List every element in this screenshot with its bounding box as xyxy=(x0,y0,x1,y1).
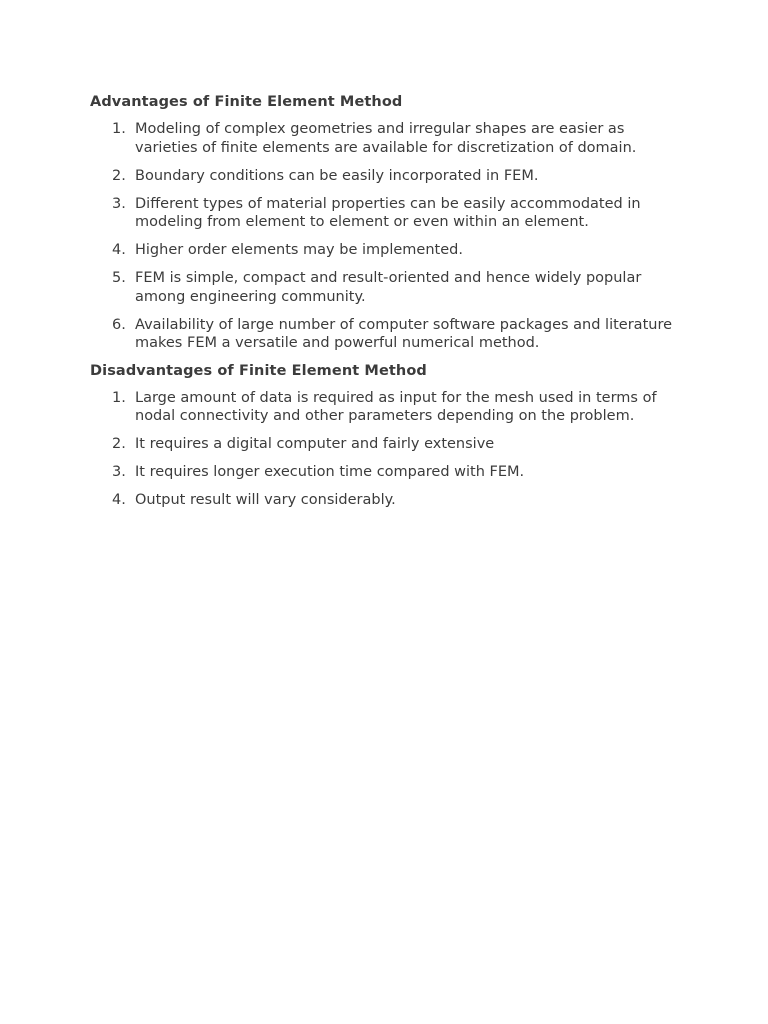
advantages-list xyxy=(90,120,690,353)
list-item xyxy=(90,167,690,186)
disadvantages-heading: Disadvantages of Finite Element Method xyxy=(90,362,427,379)
item-text: It requires longer execution time compared with FEM. xyxy=(135,464,525,480)
item-number: 4. xyxy=(112,492,126,508)
item-number: 4. xyxy=(112,242,126,258)
list-item xyxy=(90,463,690,482)
list-item xyxy=(90,241,690,260)
list-item xyxy=(90,316,690,353)
item-text: Modeling of complex geometries and irregular shapes are easier as varieties of finite elements are available for discretization of domain. xyxy=(135,121,637,156)
item-number: 5. xyxy=(112,270,126,286)
item-text: FEM is simple, compact and result-oriented and hence widely popular among engineering community. xyxy=(135,270,642,305)
list-item xyxy=(90,389,690,426)
advantages-heading: Advantages of Finite Element Method xyxy=(90,94,403,110)
item-number: 3. xyxy=(112,464,126,480)
list-item xyxy=(90,435,690,454)
item-text: It requires a digital computer and fairly extensive xyxy=(135,436,495,452)
item-number: 3. xyxy=(112,195,126,212)
item-text: Boundary conditions can be easily incorporated in FEM. xyxy=(135,167,539,184)
list-item xyxy=(90,491,690,510)
item-text: Availability of large number of computer software packages and literature makes FEM a versatile and powerful numerical method. xyxy=(135,316,673,351)
list-item xyxy=(90,120,690,157)
item-number: 1. xyxy=(112,389,126,406)
item-number: 2. xyxy=(112,167,126,184)
item-text: Different types of material properties can be easily accommodated in modeling from element to element or even within an element. xyxy=(135,195,641,230)
item-text: Higher order elements may be implemented. xyxy=(135,242,463,258)
disadvantages-list xyxy=(90,389,690,510)
item-text: Large amount of data is required as input for the mesh used in terms of nodal connectivity and other parameters depending on the problem. xyxy=(135,389,657,424)
document-page xyxy=(90,92,690,519)
item-number: 2. xyxy=(112,436,126,452)
list-item xyxy=(90,195,690,232)
item-number: 1. xyxy=(112,121,126,137)
item-text: Output result will vary considerably. xyxy=(135,492,396,508)
list-item xyxy=(90,269,690,306)
item-number: 6. xyxy=(112,316,126,333)
